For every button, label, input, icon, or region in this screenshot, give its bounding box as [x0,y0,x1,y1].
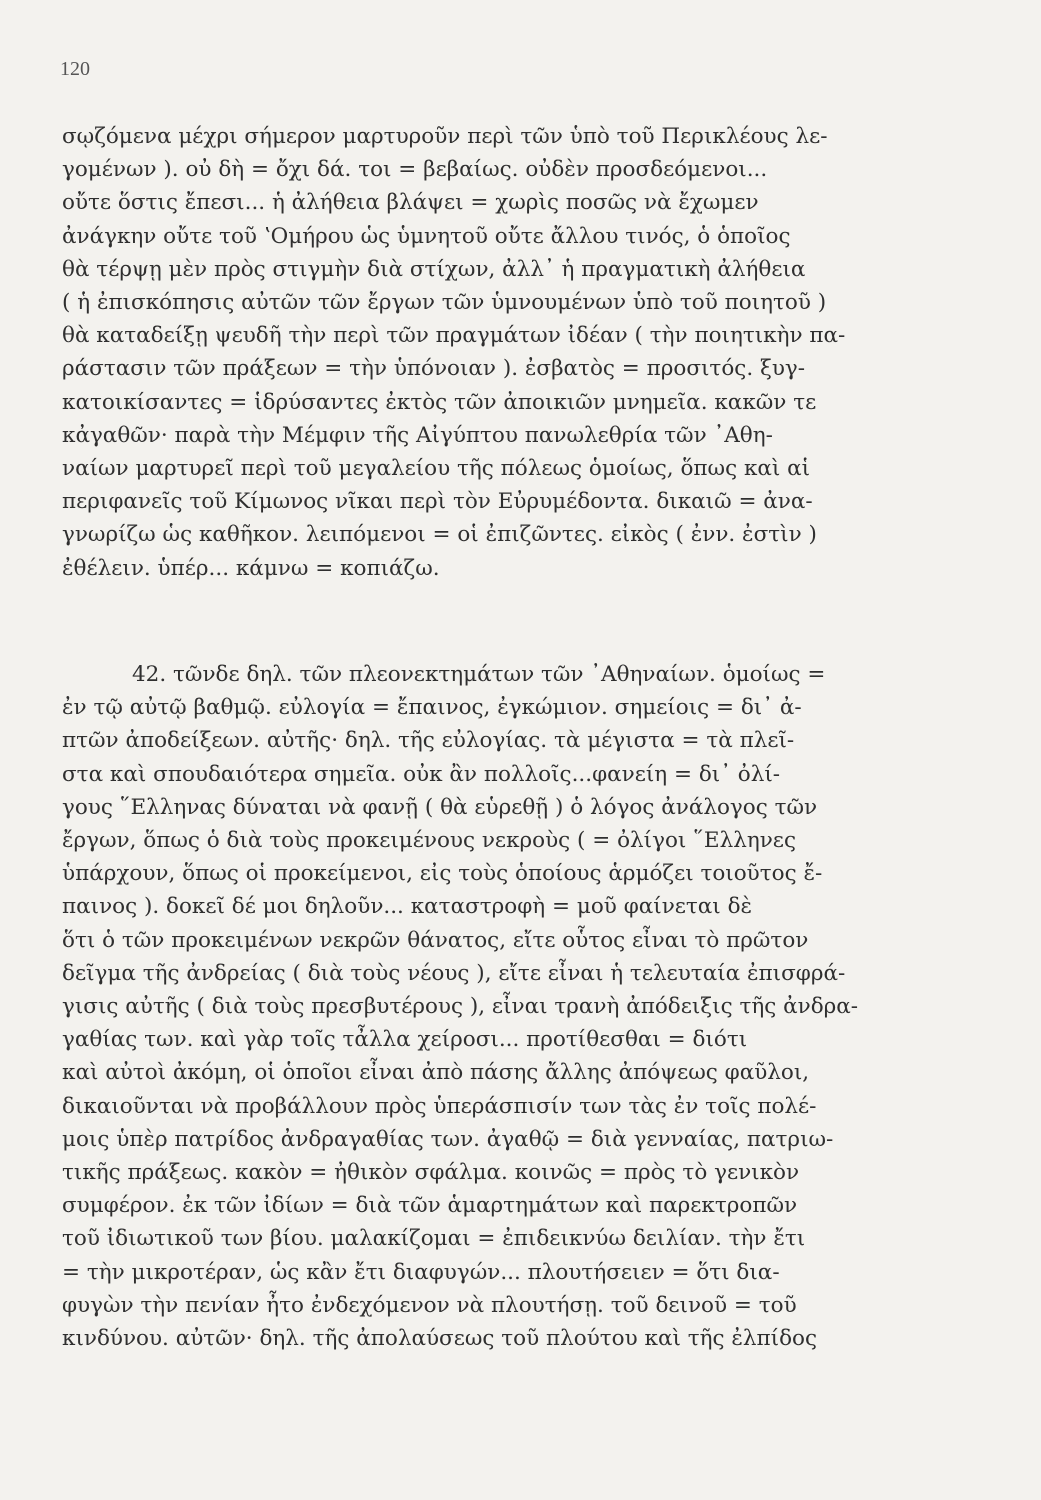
text-line: συμφέρον. ἐκ τῶν ἰδίων = διὰ τῶν ἁμαρτημάτων καὶ παρεκτροπῶν [62,1193,798,1219]
text-line: ναίων μαρτυρεῖ περὶ τοῦ μεγαλείου τῆς πόλεως ὁμοίως, ὅπως καὶ αἱ [62,456,811,482]
text-line: δεῖγμα τῆς ἀνδρείας ( διὰ τοὺς νέους ), εἴτε εἶναι ἡ τελευταία ἐπισφρά- [62,960,846,986]
paragraph-2 [62,658,962,1355]
text-line: τοῦ ἰδιωτικοῦ των βίου. μαλακίζομαι = ἐπιδεικνύω δειλίαν. τὴν ἔτι [62,1226,806,1252]
text-line: περιφανεῖς τοῦ Κίμωνος νῖκαι περὶ τὸν Εὐρυμέδοντα. δικαιῶ = ἀνα- [62,489,813,515]
text-line: ράστασιν τῶν πράξεων = τὴν ὑπόνοιαν ). ἐσβατὸς = προσιτός. ξυγ- [62,356,806,382]
text-line: γνωρίζω ὡς καθῆκον. λειπόμενοι = οἱ ἐπιζῶντες. εἰκὸς ( ἐνν. ἐστὶν ) [62,522,817,548]
text-line: ἐν τῷ αὐτῷ βαθμῷ. εὐλογία = ἔπαινος, ἐγκώμιον. σημείοις = δι᾽ ἀ- [62,695,802,721]
page-number: 120 [60,58,90,80]
text-line: κινδύνου. αὐτῶν· δηλ. τῆς ἀπολαύσεως τοῦ πλούτου καὶ τῆς ἐλπίδος [62,1326,818,1352]
text-line: γομένων ). οὐ δὴ = ὄχι δά. τοι = βεβαίως. οὐδὲν προσδεόμενοι... [62,157,768,183]
text-line: ἀνάγκην οὔτε τοῦ ʽΟμήρου ὡς ὑμνητοῦ οὔτε ἄλλου τινός, ὁ ὁποῖος [62,223,791,249]
text-line: οὔτε ὅστις ἔπεσι... ἡ ἀλήθεια βλάψει = χωρὶς ποσῶς νὰ ἔχωμεν [62,190,759,216]
text-line: πτῶν ἀποδείξεων. αὐτῆς· δηλ. τῆς εὐλογίας. τὰ μέγιστα = τὰ πλεῖ- [62,728,795,754]
text-line: τικῆς πράξεως. κακὸν = ἠθικὸν σφάλμα. κοινῶς = πρὸς τὸ γενικὸν [62,1160,800,1186]
paragraph-1 [62,120,962,585]
text-line: φυγὼν τὴν πενίαν ἦτο ἐνδεχόμενον νὰ πλουτήσῃ. τοῦ δεινοῦ = τοῦ [62,1292,797,1318]
text-line: γαθίας των. καὶ γὰρ τοῖς τἆλλα χείροσι... προτίθεσθαι = διότι [62,1027,748,1053]
text-line: θὰ καταδείξῃ ψευδῆ τὴν περὶ τῶν πραγμάτων ἰδέαν ( τὴν ποιητικὴν πα- [62,323,846,349]
text-line: κἀγαθῶν· παρὰ τὴν Μέμφιν τῆς Αἰγύπτου πανωλεθρία τῶν ᾽Αθη- [62,422,773,448]
text-line: γους ῞Ελληνας δύναται νὰ φανῇ ( θὰ εὑρεθῇ ) ὁ λόγος ἀνάλογος τῶν [62,794,818,820]
text-line: στα καὶ σπουδαιότερα σημεῖα. οὐκ ἂν πολλοῖς...φανείη = δι᾽ ὀλί- [62,761,781,787]
text-line: θὰ τέρψῃ μὲν πρὸς στιγμὴν διὰ στίχων, ἀλλ᾽ ἡ πραγματικὴ ἀλήθεια [62,256,806,282]
text-line: ( ἡ ἐπισκόπησις αὐτῶν τῶν ἔργων τῶν ὑμνουμένων ὑπὸ τοῦ ποιητοῦ ) [62,290,827,316]
text-line: 42. τῶνδε δηλ. τῶν πλεονεκτημάτων τῶν ᾽Αθηναίων. ὁμοίως = [132,662,826,687]
text-line: σῳζόμενα μέχρι σήμερον μαρτυροῦν περὶ τῶν ὑπὸ τοῦ Περικλέους λε- [62,124,828,149]
text-line: γισις αὐτῆς ( διὰ τοὺς πρεσβυτέρους ), εἶναι τρανὴ ἀπόδειξις τῆς ἀνδρα- [62,994,859,1020]
text-line: ἔργων, ὅπως ὁ διὰ τοὺς προκειμένους νεκροὺς ( = ὀλίγοι ῞Ελληνες [62,828,796,854]
text-line: ὅτι ὁ τῶν προκειμένων νεκρῶν θάνατος, εἴτε οὗτος εἶναι τὸ πρῶτον [62,927,809,953]
text-line: κατοικίσαντες = ἱδρύσαντες ἐκτὸς τῶν ἀποικιῶν μνημεῖα. κακῶν τε [62,389,817,415]
text-line: δικαιοῦνται νὰ προβάλλουν πρὸς ὑπεράσπισίν των τὰς ἐν τοῖς πολέ- [62,1093,817,1119]
text-line: παινος ). δοκεῖ δέ μοι δηλοῦν... καταστροφὴ = μοῦ φαίνεται δὲ [62,894,753,920]
text-line: καὶ αὐτοὶ ἀκόμη, οἱ ὁποῖοι εἶναι ἀπὸ πάσης ἄλλης ἀπόψεως φαῦλοι, [62,1060,810,1086]
text-line: ἐθέλειν. ὑπέρ... κάμνω = κοπιάζω. [62,555,440,581]
text-line: = τὴν μικροτέραν, ὡς κἂν ἔτι διαφυγών... πλουτήσειεν = ὅτι δια- [62,1259,780,1285]
text-line: ὑπάρχουν, ὅπως οἱ προκείμενοι, εἰς τοὺς ὁποίους ἁρμόζει τοιοῦτος ἔ- [62,861,823,887]
text-line: μοις ὑπὲρ πατρίδος ἀνδραγαθίας των. ἀγαθῷ = διὰ γενναίας, πατριω- [62,1126,834,1152]
